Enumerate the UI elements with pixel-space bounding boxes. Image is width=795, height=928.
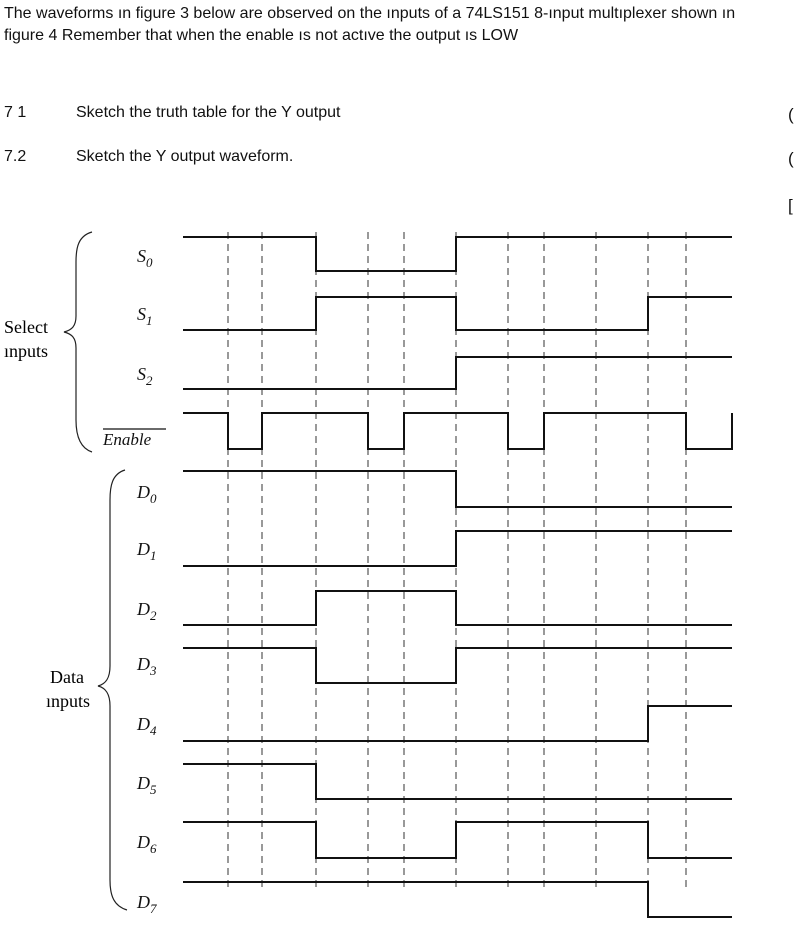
waveform-s2 xyxy=(183,357,732,389)
waveform-d0 xyxy=(183,471,732,507)
total-mark-bracket: [ xyxy=(788,196,793,215)
waveform-d3 xyxy=(183,648,732,683)
data-label-line2: ınputs xyxy=(46,691,91,711)
signal-label-d6: $D_6$ xyxy=(137,832,157,856)
signal-label-d1: $D_1$ xyxy=(137,539,157,563)
waveform-enable xyxy=(183,413,732,449)
question-number: 7 1 xyxy=(4,104,27,121)
waveform-s1 xyxy=(183,297,732,330)
signal-label-d4: $D_4$ xyxy=(137,714,157,738)
select-inputs-brace xyxy=(64,232,92,452)
signal-label-enable: Enable xyxy=(103,430,152,449)
signal-label-d0: $D_0$ xyxy=(137,482,157,506)
intro-paragraph: The waveforms ın figure 3 below are observed on the ınputs of a 74LS151 8-ınput multıplexer shown ın figure 4 Remember that when the enable ıs not actıve the output ıs LOW xyxy=(4,5,736,44)
waveform-s0 xyxy=(183,237,732,271)
signal-label-d2: $D_2$ xyxy=(137,599,157,623)
waveform-d2 xyxy=(183,591,732,625)
signal-label-s2: $S_2$ xyxy=(137,364,153,388)
signal-label-s0: $S_0$ xyxy=(137,246,153,270)
question-number: 7.2 xyxy=(4,148,27,165)
mark-bracket: ( xyxy=(788,149,794,168)
waveform-d4 xyxy=(183,706,732,741)
signal-label-s1: $S_1$ xyxy=(137,304,153,328)
select-label-line2: ınputs xyxy=(4,341,49,361)
mark-bracket: ( xyxy=(788,105,794,124)
signal-label-d7: $D_7$ xyxy=(137,892,157,916)
waveforms xyxy=(183,237,732,917)
select-label-line1: Select xyxy=(4,317,48,337)
question-text: Sketch the truth table for the Y output xyxy=(76,104,341,121)
signal-labels xyxy=(102,246,166,916)
question-text: Sketch the Y output waveform. xyxy=(76,148,294,165)
data-label-line1: Data xyxy=(50,667,84,687)
waveform-d1 xyxy=(183,531,732,566)
waveform-d6 xyxy=(183,822,732,858)
signal-label-d5: $D_5$ xyxy=(137,773,157,797)
waveform-d5 xyxy=(183,764,732,799)
signal-label-d3: $D_3$ xyxy=(137,654,157,678)
data-inputs-brace xyxy=(98,470,127,910)
waveform-d7 xyxy=(183,882,732,917)
